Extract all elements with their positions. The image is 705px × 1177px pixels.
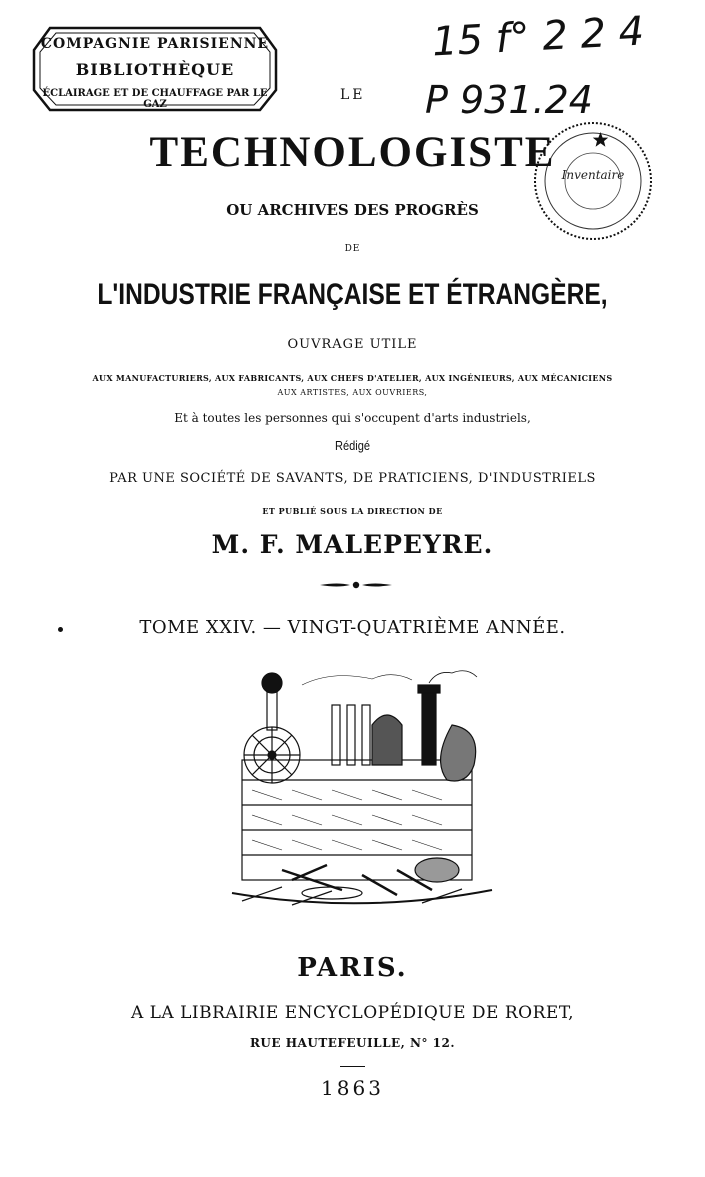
industry-title: L'INDUSTRIE FRANÇAISE ET ÉTRANGÈRE,	[97, 278, 608, 311]
volume-line: TOME XXIV. — VINGT-QUATRIÈME ANNÉE.	[139, 617, 566, 638]
subtitle: OU ARCHIVES DES PROGRÈS	[226, 201, 479, 219]
imprint-publisher: A LA LIBRAIRIE ENCYCLOPÉDIQUE DE RORET,	[130, 1003, 575, 1023]
main-title: TECHNOLOGISTE	[149, 129, 556, 176]
work-description: OUVRAGE UTILE	[287, 337, 418, 352]
author-name: M. F. MALEPEYRE.	[211, 530, 494, 559]
imprint-year: 1863	[321, 1076, 384, 1100]
short-rule	[340, 1066, 365, 1067]
library-stamp-line2: BIBLIOTHÈQUE	[75, 60, 235, 79]
round-stamp-text: Inventaire	[561, 168, 625, 182]
imprint-city: PARIS.	[297, 953, 408, 983]
library-stamp-line3: ÉCLAIRAGE ET DE CHAUFFAGE PAR LE GAZ	[42, 88, 268, 110]
subtitle-de: DE	[344, 244, 361, 254]
imprint-address: RUE HAUTEFEUILLE, N° 12.	[249, 1036, 456, 1050]
audience-line-1: AUX MANUFACTURIERS, AUX FABRICANTS, AUX CHEFS D'ATELIER, AUX INGÉNIEURS, AUX MÉCANICIENS	[92, 373, 613, 383]
library-stamp	[30, 20, 280, 115]
publication-direction: ET PUBLIÉ SOUS LA DIRECTION DE	[262, 506, 443, 516]
shelfmark-handwritten-1: 15 f° 2 2 4	[430, 8, 646, 66]
title-article: LE	[340, 87, 366, 103]
shelfmark-handwritten-2: P 931.24	[425, 78, 593, 122]
editors-line: PAR UNE SOCIÉTÉ DE SAVANTS, DE PRATICIENS, D'INDUSTRIELS	[109, 471, 596, 486]
audience-line-3: Et à toutes les personnes qui s'occupent d'arts industriels,	[174, 411, 531, 425]
redige-label: Rédigé	[334, 438, 371, 453]
ornamental-rule	[320, 581, 392, 589]
industrial-vignette-image	[222, 665, 500, 915]
audience-line-2: AUX ARTISTES, AUX OUVRIERS,	[277, 388, 428, 397]
library-stamp-line1: COMPAGNIE PARISIENNE	[40, 36, 270, 52]
